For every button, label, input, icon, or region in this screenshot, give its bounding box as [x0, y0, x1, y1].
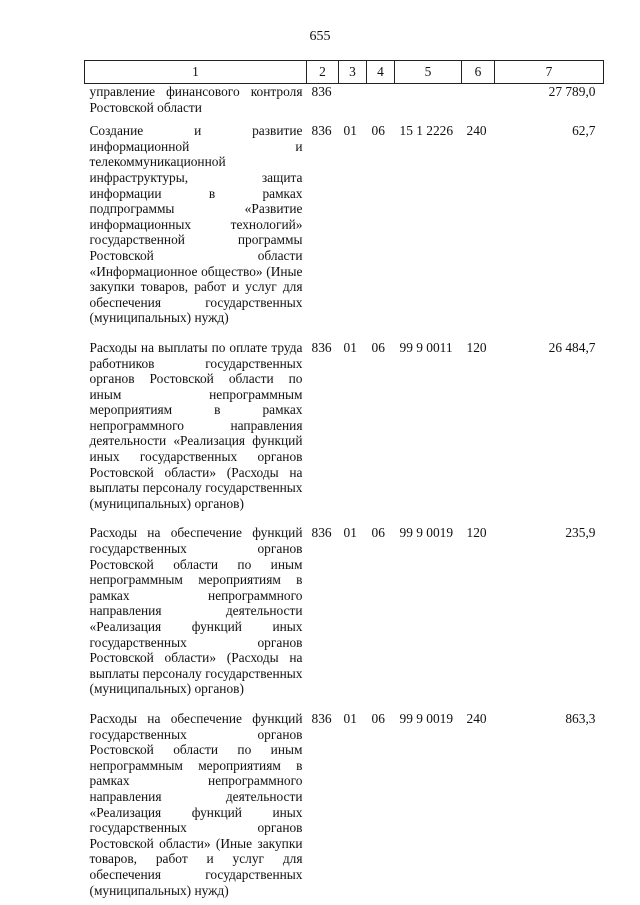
- column-header-3: 3: [339, 61, 367, 84]
- budget-table: [84, 60, 604, 898]
- row-expense-type: 240: [466, 710, 487, 726]
- column-header-7: 7: [495, 61, 604, 84]
- row-section-code: 01: [343, 123, 357, 139]
- row-section-code: 01: [343, 710, 357, 726]
- row-target-article: [395, 84, 462, 116]
- row-subsection-code: [367, 84, 395, 116]
- row-ministry-code: 836: [311, 339, 332, 355]
- row-subsection-code: 06: [371, 123, 385, 139]
- row-target-article: 99 9 0019: [399, 710, 454, 726]
- row-target-article: 99 9 0011: [399, 339, 453, 355]
- row-ministry-code: 836: [311, 84, 332, 99]
- row-expense-type: 240: [466, 123, 487, 139]
- column-header-6: 6: [462, 61, 495, 84]
- row-amount: 27 789,0: [548, 84, 596, 99]
- column-header-1: 1: [85, 61, 307, 84]
- row-ministry-code: 836: [311, 123, 332, 139]
- row-section-code: [339, 84, 367, 116]
- row-amount: 863,3: [565, 710, 596, 726]
- table-row: [85, 525, 604, 697]
- table-header-row: [85, 61, 604, 84]
- row-description: Расходы на обеспечение функций государственных органов Ростовской области по иным непрограммным мероприятиям в рамках непрограммного направления деятельности «Реализация функций иных государственных органов Ростовской области» (Расходы на выплаты персоналу государственных (муниципальных) органов): [89, 525, 303, 697]
- row-subsection-code: 06: [371, 339, 385, 355]
- row-amount: 62,7: [572, 123, 596, 139]
- row-description: Создание и развитие информационной и телекоммуникационной инфраструктуры, защита информации в рамках подпрограммы «Развитие информационных технологий» государственной программы Ростовской области «Информационное общество» (Иные закупки товаров, работ и услуг для обеспечения государственных (муниципальных) нужд): [89, 123, 303, 326]
- table-row: [85, 123, 604, 326]
- row-subsection-code: 06: [371, 525, 385, 541]
- row-description: управление финансового контроля Ростовской области: [89, 84, 303, 115]
- row-expense-type: [462, 84, 495, 116]
- row-section-code: 01: [343, 339, 357, 355]
- row-ministry-code: 836: [311, 710, 332, 726]
- row-amount: 26 484,7: [548, 339, 596, 355]
- column-header-4: 4: [367, 61, 395, 84]
- table-row: [85, 84, 604, 116]
- row-target-article: 99 9 0019: [399, 525, 454, 541]
- column-header-2: 2: [307, 61, 339, 84]
- row-subsection-code: 06: [371, 710, 385, 726]
- page-number: 655: [309, 29, 331, 44]
- column-header-5: 5: [395, 61, 462, 84]
- row-description: Расходы на выплаты по оплате труда работников государственных органов Ростовской области по иным непрограммным мероприятиям в рамках непрограммного направления деятельности «Реализация функций иных государственных органов Ростовской области» (Расходы на выплаты персоналу государственных (муниципальных) органов): [89, 339, 303, 511]
- row-section-code: 01: [343, 525, 357, 541]
- row-description: Расходы на обеспечение функций государственных органов Ростовской области по иным непрограммным мероприятиям в рамках непрограммного направления деятельности «Реализация функций иных государственных органов Ростовской области» (Иные закупки товаров, работ и услуг для обеспечения государственных (муниципальных) нужд): [89, 710, 303, 898]
- row-amount: 235,9: [565, 525, 596, 541]
- row-expense-type: 120: [466, 339, 487, 355]
- row-target-article: 15 1 2226: [399, 123, 454, 139]
- table-row: [85, 711, 604, 898]
- row-expense-type: 120: [466, 525, 487, 541]
- table-row: [85, 340, 604, 512]
- row-ministry-code: 836: [311, 525, 332, 541]
